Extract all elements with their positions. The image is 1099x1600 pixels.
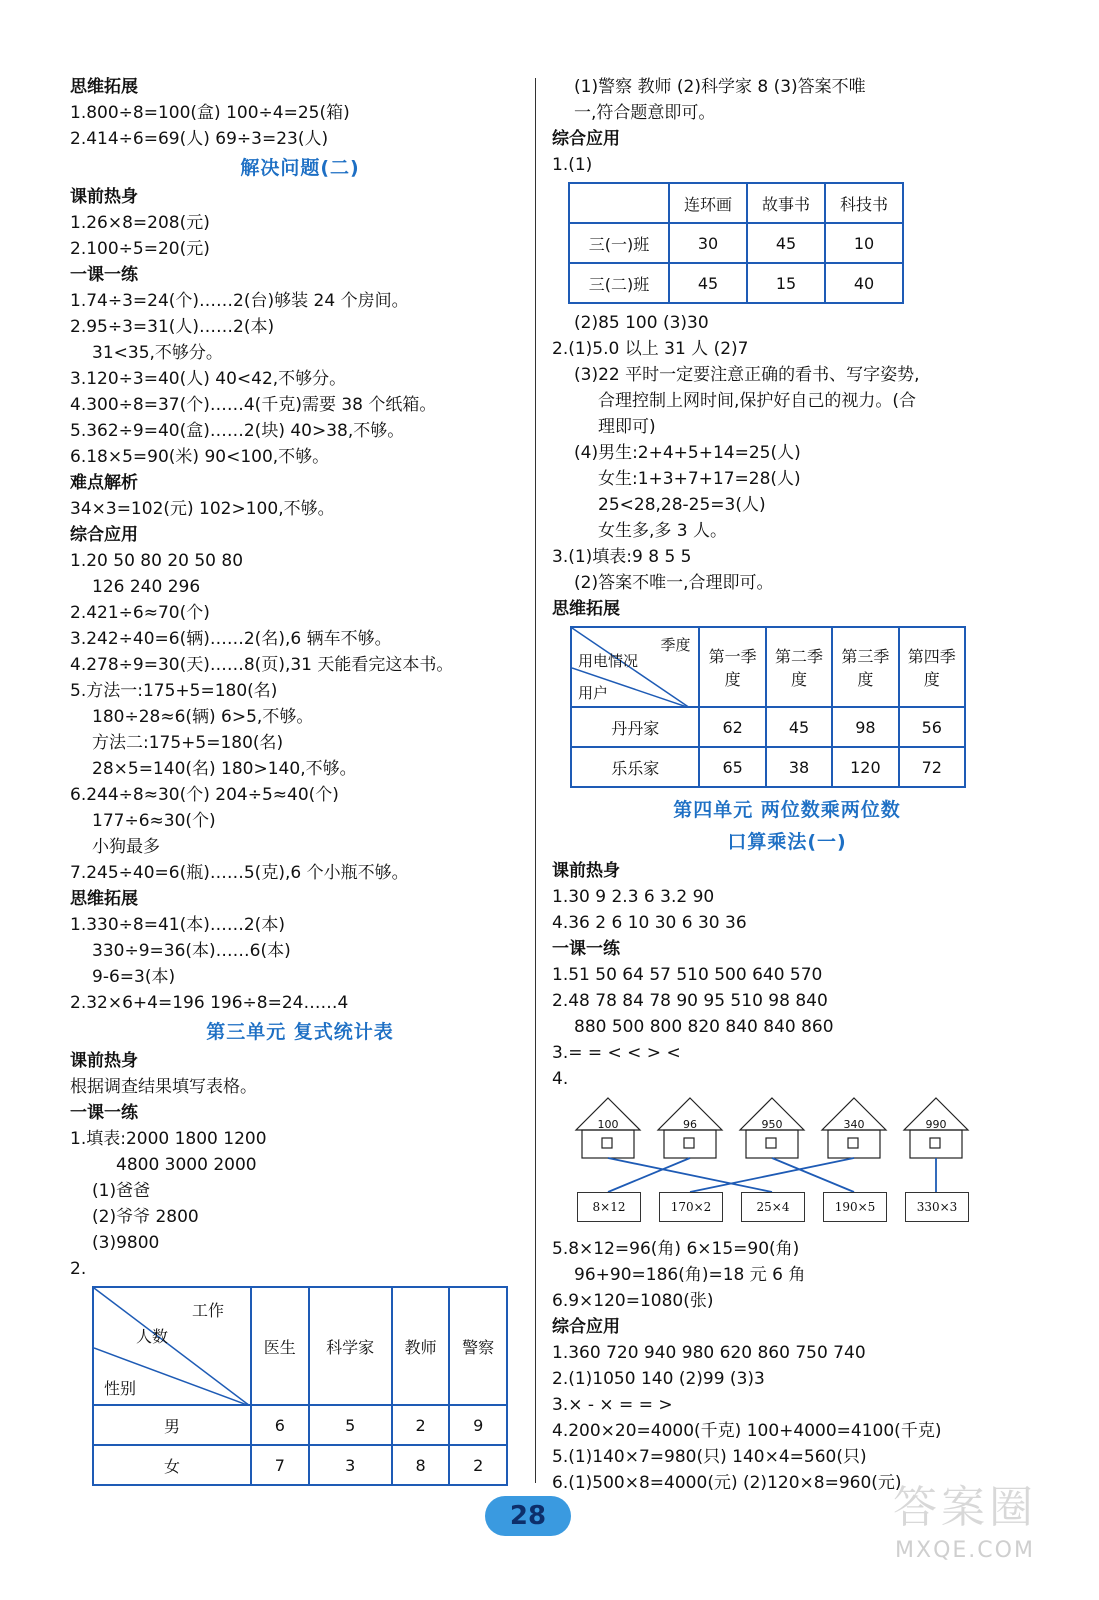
col-header: 第一季度 <box>699 627 765 707</box>
cell: 3 <box>309 1445 392 1485</box>
diagonal-header-cell <box>93 1287 251 1405</box>
house-label: 96 <box>683 1118 697 1131</box>
header-season: 季度 <box>660 636 691 654</box>
cell: 72 <box>899 747 965 787</box>
answer-line: 9-6=3(本) <box>92 967 176 987</box>
cell: 30 <box>669 223 747 263</box>
answer-line: 28×5=140(名) 180>140,不够。 <box>92 759 357 779</box>
answer-line: 方法二:175+5=180(名) <box>92 733 284 753</box>
column-divider <box>535 78 536 1483</box>
answer-line: 一,符合题意即可。 <box>574 103 716 123</box>
right-column <box>552 74 1022 1496</box>
col-header: 科技书 <box>825 183 903 223</box>
empty-corner-cell <box>569 183 669 223</box>
answer-line: 小狗最多 <box>92 837 160 857</box>
table-row <box>93 1405 507 1445</box>
cell: 65 <box>699 747 765 787</box>
col-header: 第二季度 <box>766 627 832 707</box>
answer-line: 女生多,多 3 人。 <box>598 521 728 541</box>
house-label: 340 <box>843 1118 865 1131</box>
cell: 45 <box>766 707 832 747</box>
subheading: 一课一练 <box>70 265 138 285</box>
answer-line: 2.100÷5=20(元) <box>70 239 210 259</box>
subheading: 一课一练 <box>552 939 620 959</box>
answer-line: 6.9×120=1080(张) <box>552 1291 714 1311</box>
col-header: 科学家 <box>309 1287 392 1405</box>
col-header: 第四季度 <box>899 627 965 707</box>
cell: 15 <box>747 263 825 303</box>
col-header: 警察 <box>449 1287 507 1405</box>
house-label: 950 <box>761 1118 783 1131</box>
answer-line: 5.(1)140×7=980(只) 140×4=560(只) <box>552 1447 867 1467</box>
subheading: 课前热身 <box>70 1051 138 1071</box>
answer-line: 880 500 800 820 840 840 860 <box>574 1017 834 1037</box>
table-row <box>93 1445 507 1485</box>
subheading: 思维拓展 <box>552 599 620 619</box>
answer-line: 2.(1)1050 140 (2)99 (3)3 <box>552 1369 765 1389</box>
answer-line: 1.800÷8=100(盒) 100÷4=25(箱) <box>70 103 350 123</box>
answer-line: 4.36 2 6 10 30 6 30 36 <box>552 913 747 933</box>
answer-line: 3.= = < < > < <box>552 1043 681 1063</box>
jobs-table <box>92 1286 508 1486</box>
answer-line: (2)答案不唯一,合理即可。 <box>574 573 774 593</box>
expression-box: 190×5 <box>823 1192 887 1222</box>
answer-line: 2.414÷6=69(人) 69÷3=23(人) <box>70 129 329 149</box>
houses-matching-diagram <box>552 1096 1022 1236</box>
header-elec: 用电情况 <box>578 652 639 670</box>
cell: 2 <box>449 1445 507 1485</box>
subheading: 课前热身 <box>552 861 620 881</box>
watermark-text: 答案圈 <box>893 1482 1037 1533</box>
cell: 120 <box>832 747 898 787</box>
watermark-logo <box>850 1478 1080 1588</box>
answer-line: 96+90=186(角)=18 元 6 角 <box>574 1265 806 1285</box>
answer-line: 合理控制上网时间,保护好自己的视力。(合 <box>598 391 917 411</box>
answer-line: 4.278÷9=30(天)……8(页),31 天能看完这本书。 <box>70 655 454 675</box>
table-row <box>569 223 903 263</box>
header-sex: 性别 <box>104 1379 137 1398</box>
row-label: 丹丹家 <box>571 707 699 747</box>
answer-line: 3.242÷40=6(辆)……2(名),6 辆车不够。 <box>70 629 392 649</box>
answer-line: 1.填表:2000 1800 1200 <box>70 1129 267 1149</box>
expression-box: 25×4 <box>741 1192 805 1222</box>
cell: 10 <box>825 223 903 263</box>
answer-line: (1)警察 教师 (2)科学家 8 (3)答案不唯 <box>574 77 866 97</box>
col-header: 故事书 <box>747 183 825 223</box>
section-title: 解决问题(二) <box>240 157 360 179</box>
expression-box: 170×2 <box>659 1192 723 1222</box>
answer-line: 6.244÷8≈30(个) 204÷5≈40(个) <box>70 785 339 805</box>
subheading: 思维拓展 <box>70 889 138 909</box>
col-header: 第三季度 <box>832 627 898 707</box>
answer-line: 1.360 720 940 980 620 860 750 740 <box>552 1343 866 1363</box>
row-label: 三(二)班 <box>569 263 669 303</box>
row-label: 乐乐家 <box>571 747 699 787</box>
answer-line: 6.(1)500×8=4000(元) (2)120×8=960(元) <box>552 1473 902 1493</box>
cell: 8 <box>392 1445 450 1485</box>
answer-line: 7.245÷40=6(瓶)……5(克),6 个小瓶不够。 <box>70 863 409 883</box>
expression-box: 330×3 <box>905 1192 969 1222</box>
answer-line: 177÷6≈30(个) <box>92 811 216 831</box>
answer-line: 330÷9=36(本)……6(本) <box>92 941 291 961</box>
answer-line: 25<28,28-25=3(人) <box>598 495 766 515</box>
answer-line: 2.32×6+4=196 196÷8=24……4 <box>70 993 349 1013</box>
row-label: 女 <box>93 1445 251 1485</box>
answer-line: (3)9800 <box>92 1233 160 1253</box>
section-title: 口算乘法(一) <box>727 831 847 853</box>
subheading: 难点解析 <box>70 473 138 493</box>
cell: 7 <box>251 1445 309 1485</box>
answer-line: (3)22 平时一定要注意正确的看书、写字姿势, <box>574 365 920 385</box>
cell: 5 <box>309 1405 392 1445</box>
cell: 45 <box>669 263 747 303</box>
subheading: 综合应用 <box>70 525 138 545</box>
header-work: 工作 <box>191 1301 224 1320</box>
answer-line: 理即可) <box>598 417 656 437</box>
answer-line: 1.30 9 2.3 6 3.2 90 <box>552 887 715 907</box>
answer-line: 6.18×5=90(米) 90<100,不够。 <box>70 447 330 467</box>
answer-line: 4.300÷8=37(个)……4(千克)需要 38 个纸箱。 <box>70 395 437 415</box>
section-title: 第三单元 复式统计表 <box>206 1021 394 1043</box>
subheading: 综合应用 <box>552 129 620 149</box>
row-label: 三(一)班 <box>569 223 669 263</box>
cell: 45 <box>747 223 825 263</box>
answer-line: 1.(1) <box>552 155 593 175</box>
answer-line: 2.48 78 84 78 90 95 510 98 840 <box>552 991 828 1011</box>
answer-line: (2)爷爷 2800 <box>92 1207 199 1227</box>
col-header: 连环画 <box>669 183 747 223</box>
answer-line: 2. <box>70 1259 87 1279</box>
cell: 9 <box>449 1405 507 1445</box>
answer-line: 4.200×20=4000(千克) 100+4000=4100(千克) <box>552 1421 942 1441</box>
books-table <box>568 182 904 304</box>
house-label: 100 <box>597 1118 619 1131</box>
col-header: 医生 <box>251 1287 309 1405</box>
answer-line: 5.方法一:175+5=180(名) <box>70 681 278 701</box>
cell: 2 <box>392 1405 450 1445</box>
header-count: 人数 <box>136 1327 169 1346</box>
answer-line: 34×3=102(元) 102>100,不够。 <box>70 499 335 519</box>
answer-line: 2.421÷6≈70(个) <box>70 603 210 623</box>
answer-line: 31<35,不够分。 <box>92 343 223 363</box>
answer-line: (4)男生:2+4+5+14=25(人) <box>574 443 801 463</box>
answer-line: 1.330÷8=41(本)……2(本) <box>70 915 285 935</box>
cell: 56 <box>899 707 965 747</box>
heading-thinking: 思维拓展 <box>70 77 138 97</box>
answer-line: 126 240 296 <box>92 577 201 597</box>
answer-line: 180÷28≈6(辆) 6>5,不够。 <box>92 707 314 727</box>
section-title: 第四单元 两位数乘两位数 <box>673 799 901 821</box>
subheading: 课前热身 <box>70 187 138 207</box>
subheading: 一课一练 <box>70 1103 138 1123</box>
answer-line: 4800 3000 2000 <box>116 1155 257 1175</box>
answer-line: (2)85 100 (3)30 <box>574 313 709 333</box>
row-label: 男 <box>93 1405 251 1445</box>
electricity-table <box>570 626 966 788</box>
answer-line: 1.26×8=208(元) <box>70 213 210 233</box>
answer-line: 1.51 50 64 57 510 500 640 570 <box>552 965 823 985</box>
answer-line: 2.95÷3=31(人)……2(本) <box>70 317 275 337</box>
table-row <box>569 263 903 303</box>
cell: 40 <box>825 263 903 303</box>
answer-line: 1.20 50 80 20 50 80 <box>70 551 244 571</box>
left-column <box>70 74 530 1492</box>
answer-line: 根据调查结果填写表格。 <box>70 1077 257 1097</box>
subheading: 综合应用 <box>552 1317 620 1337</box>
page-number: 28 <box>485 1496 571 1536</box>
header-user: 用户 <box>578 684 609 702</box>
answer-line: 3.(1)填表:9 8 5 5 <box>552 547 692 567</box>
cell: 98 <box>832 707 898 747</box>
cell: 6 <box>251 1405 309 1445</box>
answer-line: (1)爸爸 <box>92 1181 151 1201</box>
answer-line: 5.362÷9=40(盒)……2(块) 40>38,不够。 <box>70 421 405 441</box>
answer-line: 1.74÷3=24(个)……2(台)够装 24 个房间。 <box>70 291 409 311</box>
answer-line: 5.8×12=96(角) 6×15=90(角) <box>552 1239 800 1259</box>
answer-line: 2.(1)5.0 以上 31 人 (2)7 <box>552 339 749 359</box>
diagonal-header-cell <box>571 627 699 707</box>
cell: 38 <box>766 747 832 787</box>
cell: 62 <box>699 707 765 747</box>
table-row <box>571 707 965 747</box>
answer-line: 3.× - × = = > <box>552 1395 673 1415</box>
col-header: 教师 <box>392 1287 450 1405</box>
table-row <box>571 747 965 787</box>
expression-box: 8×12 <box>577 1192 641 1222</box>
answer-line: 女生:1+3+7+17=28(人) <box>598 469 801 489</box>
answer-line: 4. <box>552 1069 569 1089</box>
house-label: 990 <box>925 1118 947 1131</box>
watermark-url: MXQE.COM <box>895 1538 1035 1563</box>
answer-line: 3.120÷3=40(人) 40<42,不够分。 <box>70 369 347 389</box>
